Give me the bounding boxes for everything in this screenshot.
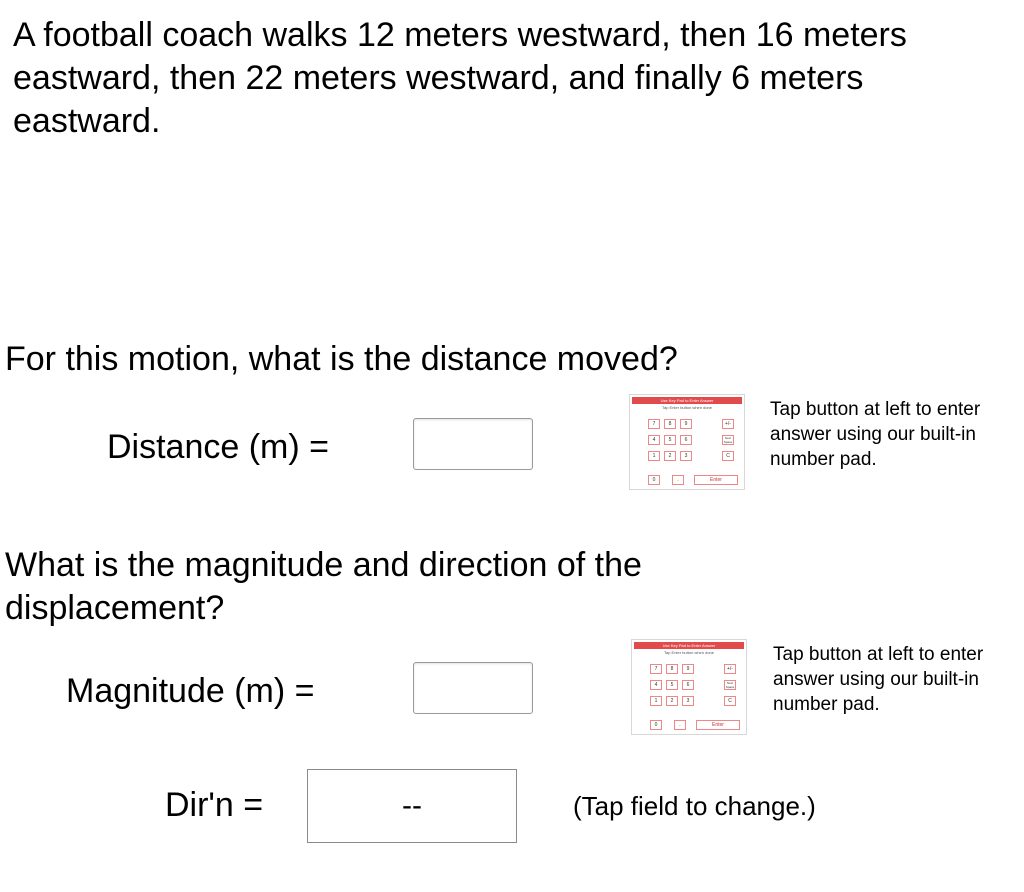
- direction-field[interactable]: [307, 769, 517, 843]
- hint-line: Tap button at left to enter: [773, 644, 984, 665]
- key-next-space: Next Space: [723, 436, 733, 444]
- magnitude-input[interactable]: [413, 662, 533, 714]
- key-7: 7: [650, 664, 662, 674]
- question-line: displacement?: [5, 589, 225, 627]
- key-8: 8: [664, 419, 676, 429]
- keypad-header: Use Key Pad to Enter Answer: [632, 397, 742, 404]
- hint-distance: [770, 397, 980, 472]
- key-decimal: .: [672, 475, 684, 485]
- distance-input[interactable]: [413, 418, 533, 470]
- hint-line: Tap button at left to enter: [770, 399, 981, 420]
- key-1: 1: [650, 696, 662, 706]
- keypad-subheader: Tap Enter button when done: [661, 405, 713, 410]
- key-plus-minus: +/-: [722, 419, 734, 429]
- key-0: 0: [650, 720, 662, 730]
- key-3: 3: [680, 451, 692, 461]
- key-5: 5: [666, 680, 678, 690]
- key-1: 1: [648, 451, 660, 461]
- key-enter: Enter: [694, 475, 738, 485]
- distance-label: Distance (m) =: [107, 428, 329, 466]
- question-distance: For this motion, what is the distance moved?: [5, 340, 678, 378]
- question-displacement: [5, 544, 642, 630]
- problem-statement: A football coach walks 12 meters westward, then 16 meters eastward, then 22 meters westward, and finally 6 meters eastward.: [13, 16, 907, 140]
- hint-magnitude: [773, 642, 983, 717]
- key-5: 5: [664, 435, 676, 445]
- key-decimal: .: [674, 720, 686, 730]
- key-enter: Enter: [696, 720, 740, 730]
- key-2: 2: [666, 696, 678, 706]
- key-9: 9: [680, 419, 692, 429]
- keypad-header: Use Key Pad to Enter Answer: [634, 642, 744, 649]
- key-0: 0: [648, 475, 660, 485]
- hint-line: number pad.: [770, 449, 877, 470]
- direction-value: --: [402, 789, 422, 822]
- direction-note: (Tap field to change.): [573, 791, 816, 821]
- keypad-button-magnitude[interactable]: [631, 639, 747, 735]
- hint-line: answer using our built-in: [773, 669, 979, 690]
- direction-label: Dir'n =: [165, 786, 264, 824]
- magnitude-label: Magnitude (m) =: [66, 672, 315, 710]
- key-8: 8: [666, 664, 678, 674]
- key-plus-minus: +/-: [724, 664, 736, 674]
- hint-line: number pad.: [773, 694, 880, 715]
- key-7: 7: [648, 419, 660, 429]
- question-line: What is the magnitude and direction of the: [5, 546, 642, 584]
- key-clear: C: [722, 451, 734, 461]
- key-4: 4: [650, 680, 662, 690]
- keypad-button-distance[interactable]: [629, 394, 745, 490]
- key-2: 2: [664, 451, 676, 461]
- key-6: 6: [682, 680, 694, 690]
- key-6: 6: [680, 435, 692, 445]
- keypad-subheader: Tap Enter button when done: [663, 650, 715, 655]
- key-4: 4: [648, 435, 660, 445]
- key-next-space: Next Space: [725, 681, 735, 689]
- hint-line: answer using our built-in: [770, 424, 976, 445]
- key-clear: C: [724, 696, 736, 706]
- key-9: 9: [682, 664, 694, 674]
- key-3: 3: [682, 696, 694, 706]
